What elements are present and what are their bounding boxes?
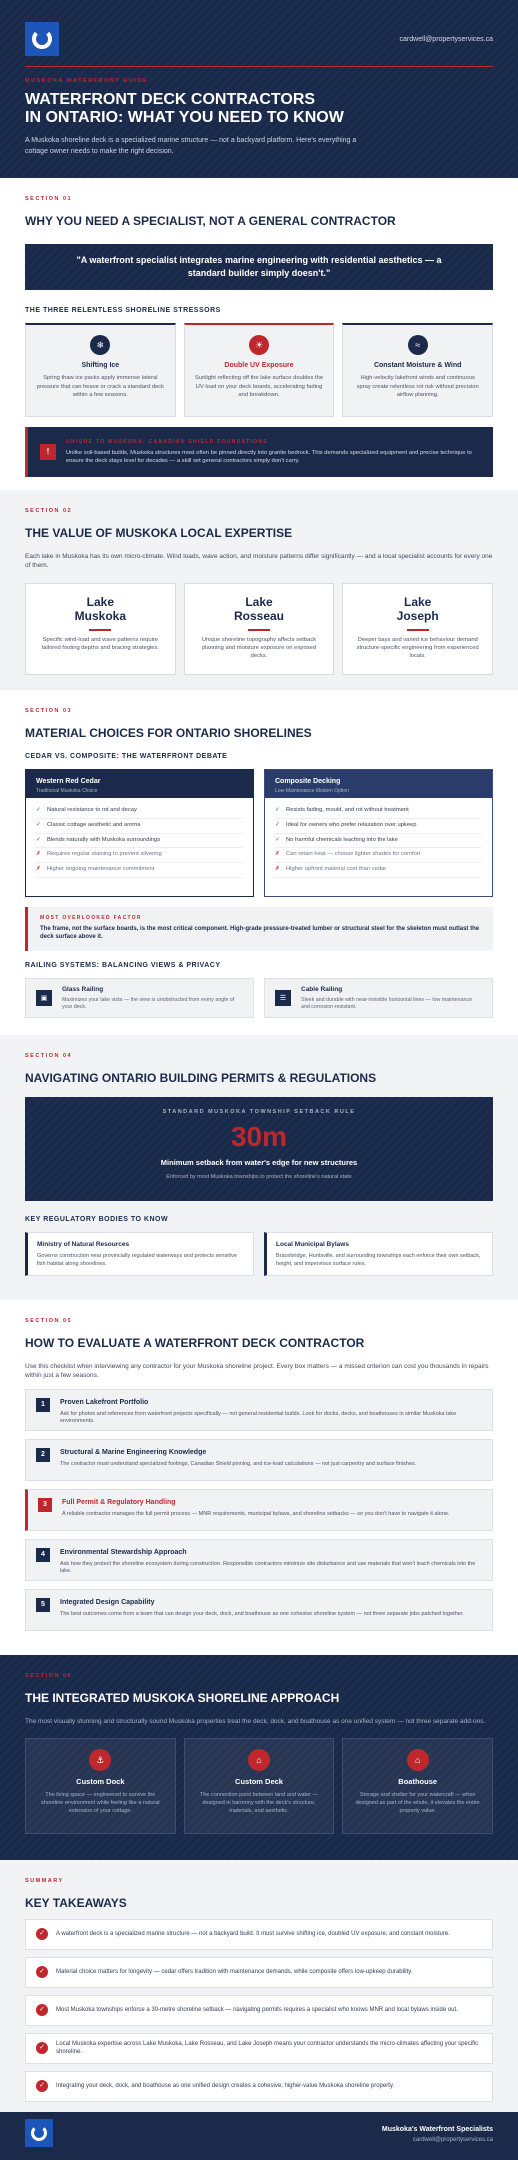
card-title: Double UV Exposure bbox=[224, 362, 294, 370]
section-permits bbox=[0, 1035, 518, 1300]
section-label: SECTION 02 bbox=[25, 508, 73, 514]
section-materials bbox=[0, 690, 518, 1035]
integration-text: The living space — engineered to survive the shoreline environment while feeling like a natural extension of your cottage. bbox=[41, 1792, 160, 1815]
section-title: KEY TAKEAWAYS bbox=[25, 1896, 127, 1911]
deck-icon: ⌂ bbox=[248, 1749, 270, 1771]
setback-rule-panel bbox=[25, 1097, 493, 1201]
alert-icon: ! bbox=[40, 444, 56, 460]
section-integrated bbox=[0, 1655, 518, 1860]
ice-icon: ❄ bbox=[90, 335, 110, 355]
section-local-expertise bbox=[0, 490, 518, 690]
rule-label: STANDARD MUSKOKA TOWNSHIP SETBACK RULE bbox=[162, 1108, 356, 1115]
takeaway-text: Material choice matters for longevity — cedar offers tradition with maintenance demands, while composite offers low-upkeep durability. bbox=[56, 1968, 413, 1975]
bodies-heading: KEY REGULATORY BODIES TO KNOW bbox=[25, 1215, 169, 1223]
section-label: SUMMARY bbox=[25, 1878, 64, 1884]
lake-text: Deeper bays and varied ice behaviour demand structure-specific engineering from experienced locals. bbox=[356, 636, 479, 659]
check-icon: ✓ bbox=[36, 807, 41, 814]
stressors-heading: THE THREE RELENTLESS SHORELINE STRESSORS bbox=[25, 306, 221, 314]
header-email[interactable]: cardwell@propertyservices.ca bbox=[399, 36, 493, 43]
railing-title: Glass Railing bbox=[62, 986, 104, 994]
section-summary bbox=[0, 1860, 518, 2112]
lake-word: Lake bbox=[86, 595, 115, 610]
checklist-item bbox=[25, 1439, 493, 1481]
rule-main: Minimum setback from water's edge for new structures bbox=[160, 1157, 358, 1167]
check-icon: ✓ bbox=[36, 2004, 48, 2016]
page-title bbox=[25, 91, 465, 128]
lake-text: Unique shoreline topography affects setback planning and moisture exposure on exposed decks. bbox=[201, 636, 317, 659]
check-icon: ✓ bbox=[275, 836, 280, 843]
checklist-item bbox=[25, 1539, 493, 1581]
wind-icon: ≈ bbox=[408, 335, 428, 355]
dock-icon: ⚓ bbox=[89, 1749, 111, 1771]
composite-card bbox=[264, 769, 493, 897]
check-icon: ✓ bbox=[275, 821, 280, 828]
step-number: 1 bbox=[36, 1398, 50, 1412]
section-label: SECTION 01 bbox=[25, 196, 73, 202]
takeaway-item bbox=[25, 2033, 493, 2064]
section-title: NAVIGATING ONTARIO BUILDING PERMITS & REGULATIONS bbox=[25, 1071, 377, 1086]
integration-title: Custom Deck bbox=[235, 1777, 283, 1787]
step-title: Proven Lakefront Portfolio bbox=[60, 1399, 149, 1407]
pro-item: ✓ No harmful chemicals leaching into the lake bbox=[275, 834, 482, 849]
check-icon: ✓ bbox=[36, 2080, 48, 2092]
railing-title: Cable Railing bbox=[301, 986, 343, 994]
checklist-item bbox=[25, 1389, 493, 1431]
cable-rail-icon: ☰ bbox=[275, 990, 291, 1006]
glass-rail-icon: ▣ bbox=[36, 990, 52, 1006]
card-title: Shifting Ice bbox=[81, 362, 120, 370]
takeaway-text: Local Muskoka expertise across Lake Muskoka, Lake Rosseau, and Lake Joseph means your contractor understands the micro-climates affecting your specific shoreline. bbox=[56, 2040, 479, 2056]
boathouse-icon: ⌂ bbox=[407, 1749, 429, 1771]
takeaway-text: Most Muskoka townships enforce a 30-metre shoreline setback — navigating permits requires a specialist who knows MNR and local bylaws inside out. bbox=[56, 2006, 458, 2013]
section-title: THE VALUE OF MUSKOKA LOCAL EXPERTISE bbox=[25, 526, 293, 541]
lake-divider bbox=[407, 629, 429, 631]
section-label: SECTION 04 bbox=[25, 1053, 73, 1059]
lake-card bbox=[342, 583, 493, 675]
stressor-card bbox=[184, 323, 335, 417]
lake-name: Joseph bbox=[396, 608, 439, 623]
takeaway-item bbox=[25, 1957, 493, 1988]
integration-title: Boathouse bbox=[398, 1777, 438, 1787]
section-title: WHY YOU NEED A SPECIALIST, NOT A GENERAL CONTRACTOR bbox=[25, 214, 396, 229]
step-text: The best outcomes come from a team that can design your deck, dock, and boathouse as one cohesive shoreline system — not three separate jobs patched together. bbox=[60, 1610, 464, 1617]
pro-item: ✓ Resists fading, mould, and rot without treatment bbox=[275, 804, 482, 819]
cedar-subtitle: Traditional Muskoka Choice bbox=[36, 788, 98, 795]
step-number: 4 bbox=[36, 1548, 50, 1562]
takeaway-item bbox=[25, 2071, 493, 2102]
con-item: ✗ Can retain heat — choose lighter shades for comfort bbox=[275, 848, 482, 863]
check-icon: ✓ bbox=[275, 807, 280, 814]
header-kicker: MUSKOKA WATERFRONT GUIDE bbox=[25, 78, 149, 84]
footer-email[interactable]: cardwell@propertyservices.ca bbox=[412, 2137, 493, 2143]
section-label: SECTION 06 bbox=[25, 1673, 73, 1679]
step-title: Environmental Stewardship Approach bbox=[60, 1549, 187, 1557]
overlooked-callout bbox=[25, 907, 493, 951]
regulator-card bbox=[264, 1232, 493, 1276]
section-title: HOW TO EVALUATE A WATERFRONT DECK CONTRACTOR bbox=[25, 1336, 365, 1351]
pro-item: ✓ Blends naturally with Muskoka surroundings bbox=[36, 834, 243, 849]
regulator-card bbox=[25, 1232, 254, 1276]
step-text: Ask for photos and references from waterfront projects specifically — not general residential builds. Look for docks, decks, and boathouses in similar Muskoka lake environments. bbox=[60, 1410, 457, 1425]
lake-card bbox=[25, 583, 176, 675]
hero-header bbox=[0, 0, 518, 178]
pro-item: ✓ Ideal for owners who prefer relaxation over upkeep bbox=[275, 819, 482, 834]
footer-logo[interactable] bbox=[25, 2119, 53, 2147]
card-text: Spring thaw ice packs apply immense lateral pressure that can heave or crack a standard deck within a few seasons. bbox=[36, 375, 164, 398]
power-ring-icon bbox=[32, 29, 52, 49]
cross-icon: ✗ bbox=[36, 866, 41, 873]
callout-title: MOST OVERLOOKED FACTOR bbox=[40, 915, 142, 922]
takeaway-item bbox=[25, 1919, 493, 1950]
step-text: A reliable contractor manages the full permit process — MNR requirements, municipal bylaws, and shoreline setbacks — so you don't have to navigate it alone. bbox=[62, 1510, 450, 1517]
integration-card bbox=[342, 1738, 493, 1834]
section-lead: The most visually stunning and structurally sound Muskoka properties treat the deck, dock, and boathouse as one unified system — not three separate add-ons. bbox=[25, 1717, 486, 1725]
check-icon: ✓ bbox=[36, 836, 41, 843]
comparison-heading: CEDAR VS. COMPOSITE: THE WATERFRONT DEBATE bbox=[25, 752, 228, 760]
callout-text: The frame, not the surface boards, is the most critical component. High-grade pressure-treated lumber or structural steel for the skeleton must outlast the deck surface above it. bbox=[40, 925, 480, 941]
pro-item: ✓ Natural resistance to rot and decay bbox=[36, 804, 243, 819]
rule-sub: Enforced by most Muskoka townships to protect the shoreline's natural state bbox=[166, 1173, 352, 1180]
cedar-title: Western Red Cedar bbox=[36, 778, 101, 786]
con-item: ✗ Higher upfront material cost than cedar bbox=[275, 863, 482, 878]
stressor-card bbox=[25, 323, 176, 417]
step-title: Full Permit & Regulatory Handling bbox=[62, 1499, 176, 1507]
check-icon: ✓ bbox=[36, 821, 41, 828]
lake-name: Muskoka bbox=[74, 608, 127, 623]
header-divider bbox=[25, 66, 493, 67]
step-number: 3 bbox=[38, 1498, 52, 1512]
brand-logo[interactable] bbox=[25, 22, 59, 56]
step-number: 2 bbox=[36, 1448, 50, 1462]
card-text: Sunlight reflecting off the lake surface doubles the UV load on your deck boards, accelerating fading and breakdown. bbox=[194, 375, 324, 398]
railing-text: Maximizes your lake vista — the view is unobstructed from every angle of your deck. bbox=[62, 996, 235, 1011]
lake-divider bbox=[89, 629, 111, 631]
con-item: ✗ Higher ongoing maintenance commitment bbox=[36, 863, 243, 878]
railing-heading: RAILING SYSTEMS: BALANCING VIEWS & PRIVACY bbox=[25, 962, 221, 970]
regulator-title: Local Municipal Bylaws bbox=[276, 1241, 349, 1249]
takeaway-text: Integrating your deck, dock, and boathouse as one unified design creates a cohesive, higher-value Muskoka shoreline property. bbox=[56, 2082, 395, 2089]
pull-quote: "A waterfront specialist integrates marine engineering with residential aesthetics — a standard builder simply doesn't." bbox=[25, 244, 493, 290]
section-label: SECTION 03 bbox=[25, 708, 73, 714]
step-title: Integrated Design Capability bbox=[60, 1599, 155, 1607]
page-subtitle: A Muskoka shoreline deck is a specialized marine structure — not a backyard platform. Here's everything a cottage owner needs to make the right decision. bbox=[25, 137, 357, 155]
regulator-text: Governs construction near provincially regulated waterways and protects sensitive fish habitat along shorelines. bbox=[37, 1252, 237, 1267]
title-line-1: WATERFRONT DECK CONTRACTORS bbox=[25, 91, 316, 108]
check-icon: ✓ bbox=[36, 1928, 48, 1940]
rule-value: 30m bbox=[230, 1121, 288, 1153]
check-icon: ✓ bbox=[36, 2042, 48, 2054]
card-text: High-velocity lakefront winds and continuous spray create relentless rot risk without precision airflow planning. bbox=[356, 375, 479, 398]
lake-name: Rosseau bbox=[233, 608, 285, 623]
section-evaluate bbox=[0, 1300, 518, 1655]
composite-title: Composite Decking bbox=[275, 778, 341, 786]
regulator-title: Ministry of Natural Resources bbox=[37, 1241, 130, 1249]
section-lead: Use this checklist when interviewing any contractor for your Muskoka shoreline project. Every box matters — a missed criterion can cost you thousands in repairs within just a few seasons. bbox=[25, 1362, 489, 1380]
pro-item: ✓ Classic cottage aesthetic and aroma bbox=[36, 819, 243, 834]
section-lead: Each lake in Muskoka has its own micro-climate. Wind loads, wave action, and moisture patterns differ significantly — and a local specialist accounts for every one of them. bbox=[25, 552, 493, 570]
section-title: MATERIAL CHOICES FOR ONTARIO SHORELINES bbox=[25, 726, 312, 741]
shield-warning bbox=[25, 427, 493, 477]
cedar-card bbox=[25, 769, 254, 897]
title-line-2: IN ONTARIO: WHAT YOU NEED TO KNOW bbox=[25, 109, 344, 127]
sun-icon: ☀ bbox=[249, 335, 269, 355]
checklist-item bbox=[25, 1589, 493, 1631]
check-icon: ✓ bbox=[36, 1966, 48, 1978]
power-ring-icon bbox=[31, 2125, 47, 2141]
cross-icon: ✗ bbox=[275, 866, 280, 873]
checklist-item bbox=[25, 1489, 493, 1531]
section-title: THE INTEGRATED MUSKOKA SHORELINE APPROACH bbox=[25, 1691, 340, 1706]
step-number: 5 bbox=[36, 1598, 50, 1612]
lake-card bbox=[184, 583, 335, 675]
cross-icon: ✗ bbox=[275, 851, 280, 858]
step-text: The contractor must understand specialized footings, Canadian Shield pinning, and ice-load calculations — not just carpentry and surface finishes. bbox=[60, 1460, 417, 1467]
page-footer bbox=[0, 2112, 518, 2160]
footer-name: Muskoka's Waterfront Specialists bbox=[381, 2126, 493, 2133]
regulator-text: Bracebridge, Huntsville, and surrounding townships each enforce their own setback, height, and impervious surface rules. bbox=[276, 1252, 481, 1267]
lake-word: Lake bbox=[404, 595, 432, 610]
lake-text: Specific wind-load and wave patterns require tailored footing depths and bracing strategies. bbox=[41, 636, 159, 651]
takeaway-item bbox=[25, 1995, 493, 2026]
con-item: ✗ Requires regular staining to prevent silvering bbox=[36, 848, 243, 863]
composite-subtitle: Low-Maintenance Modern Option bbox=[275, 788, 349, 795]
integration-text: The connection point between land and water — designed in harmony with the deck's structure, materials, and aesthetic. bbox=[199, 1792, 319, 1815]
section-label: SECTION 05 bbox=[25, 1318, 73, 1324]
railing-text: Sleek and durable with near-invisible horizontal lines — low maintenance and corrosion-resistant. bbox=[301, 996, 473, 1011]
step-text: Ask how they protect the shoreline ecosystem during construction. Responsible contractors minimize site disturbance and use materials that won't leach chemicals into the lake. bbox=[60, 1560, 476, 1575]
card-title: Constant Moisture & Wind bbox=[373, 362, 462, 370]
section-specialist bbox=[0, 178, 518, 490]
integration-title: Custom Dock bbox=[76, 1777, 125, 1787]
lake-word: Lake bbox=[245, 595, 273, 610]
cross-icon: ✗ bbox=[36, 851, 41, 858]
integration-card bbox=[25, 1738, 176, 1834]
railing-card bbox=[264, 978, 493, 1018]
railing-card bbox=[25, 978, 254, 1018]
warning-title: UNIQUE TO MUSKOKA: CANADIAN SHIELD FOUNDATIONS bbox=[66, 438, 268, 445]
lake-divider bbox=[248, 629, 270, 631]
integration-card bbox=[184, 1738, 335, 1834]
integration-text: Storage and shelter for your watercraft — when designed as part of the whole, it elevates the entire property value. bbox=[355, 1792, 480, 1815]
stressor-card bbox=[342, 323, 493, 417]
warning-text: Unlike soil-based builds, Muskoka structures most often be pinned directly into granite bedrock. This demands specialized equipment and precise technique to ensure the deck stays level for decades — a skill set general contractors simply don't carry. bbox=[66, 449, 472, 464]
step-title: Structural & Marine Engineering Knowledge bbox=[60, 1449, 207, 1457]
takeaway-text: A waterfront deck is a specialized marine structure — not a backyard build. It must survive shifting ice, doubled UV exposure, and constant moisture. bbox=[56, 1930, 450, 1937]
